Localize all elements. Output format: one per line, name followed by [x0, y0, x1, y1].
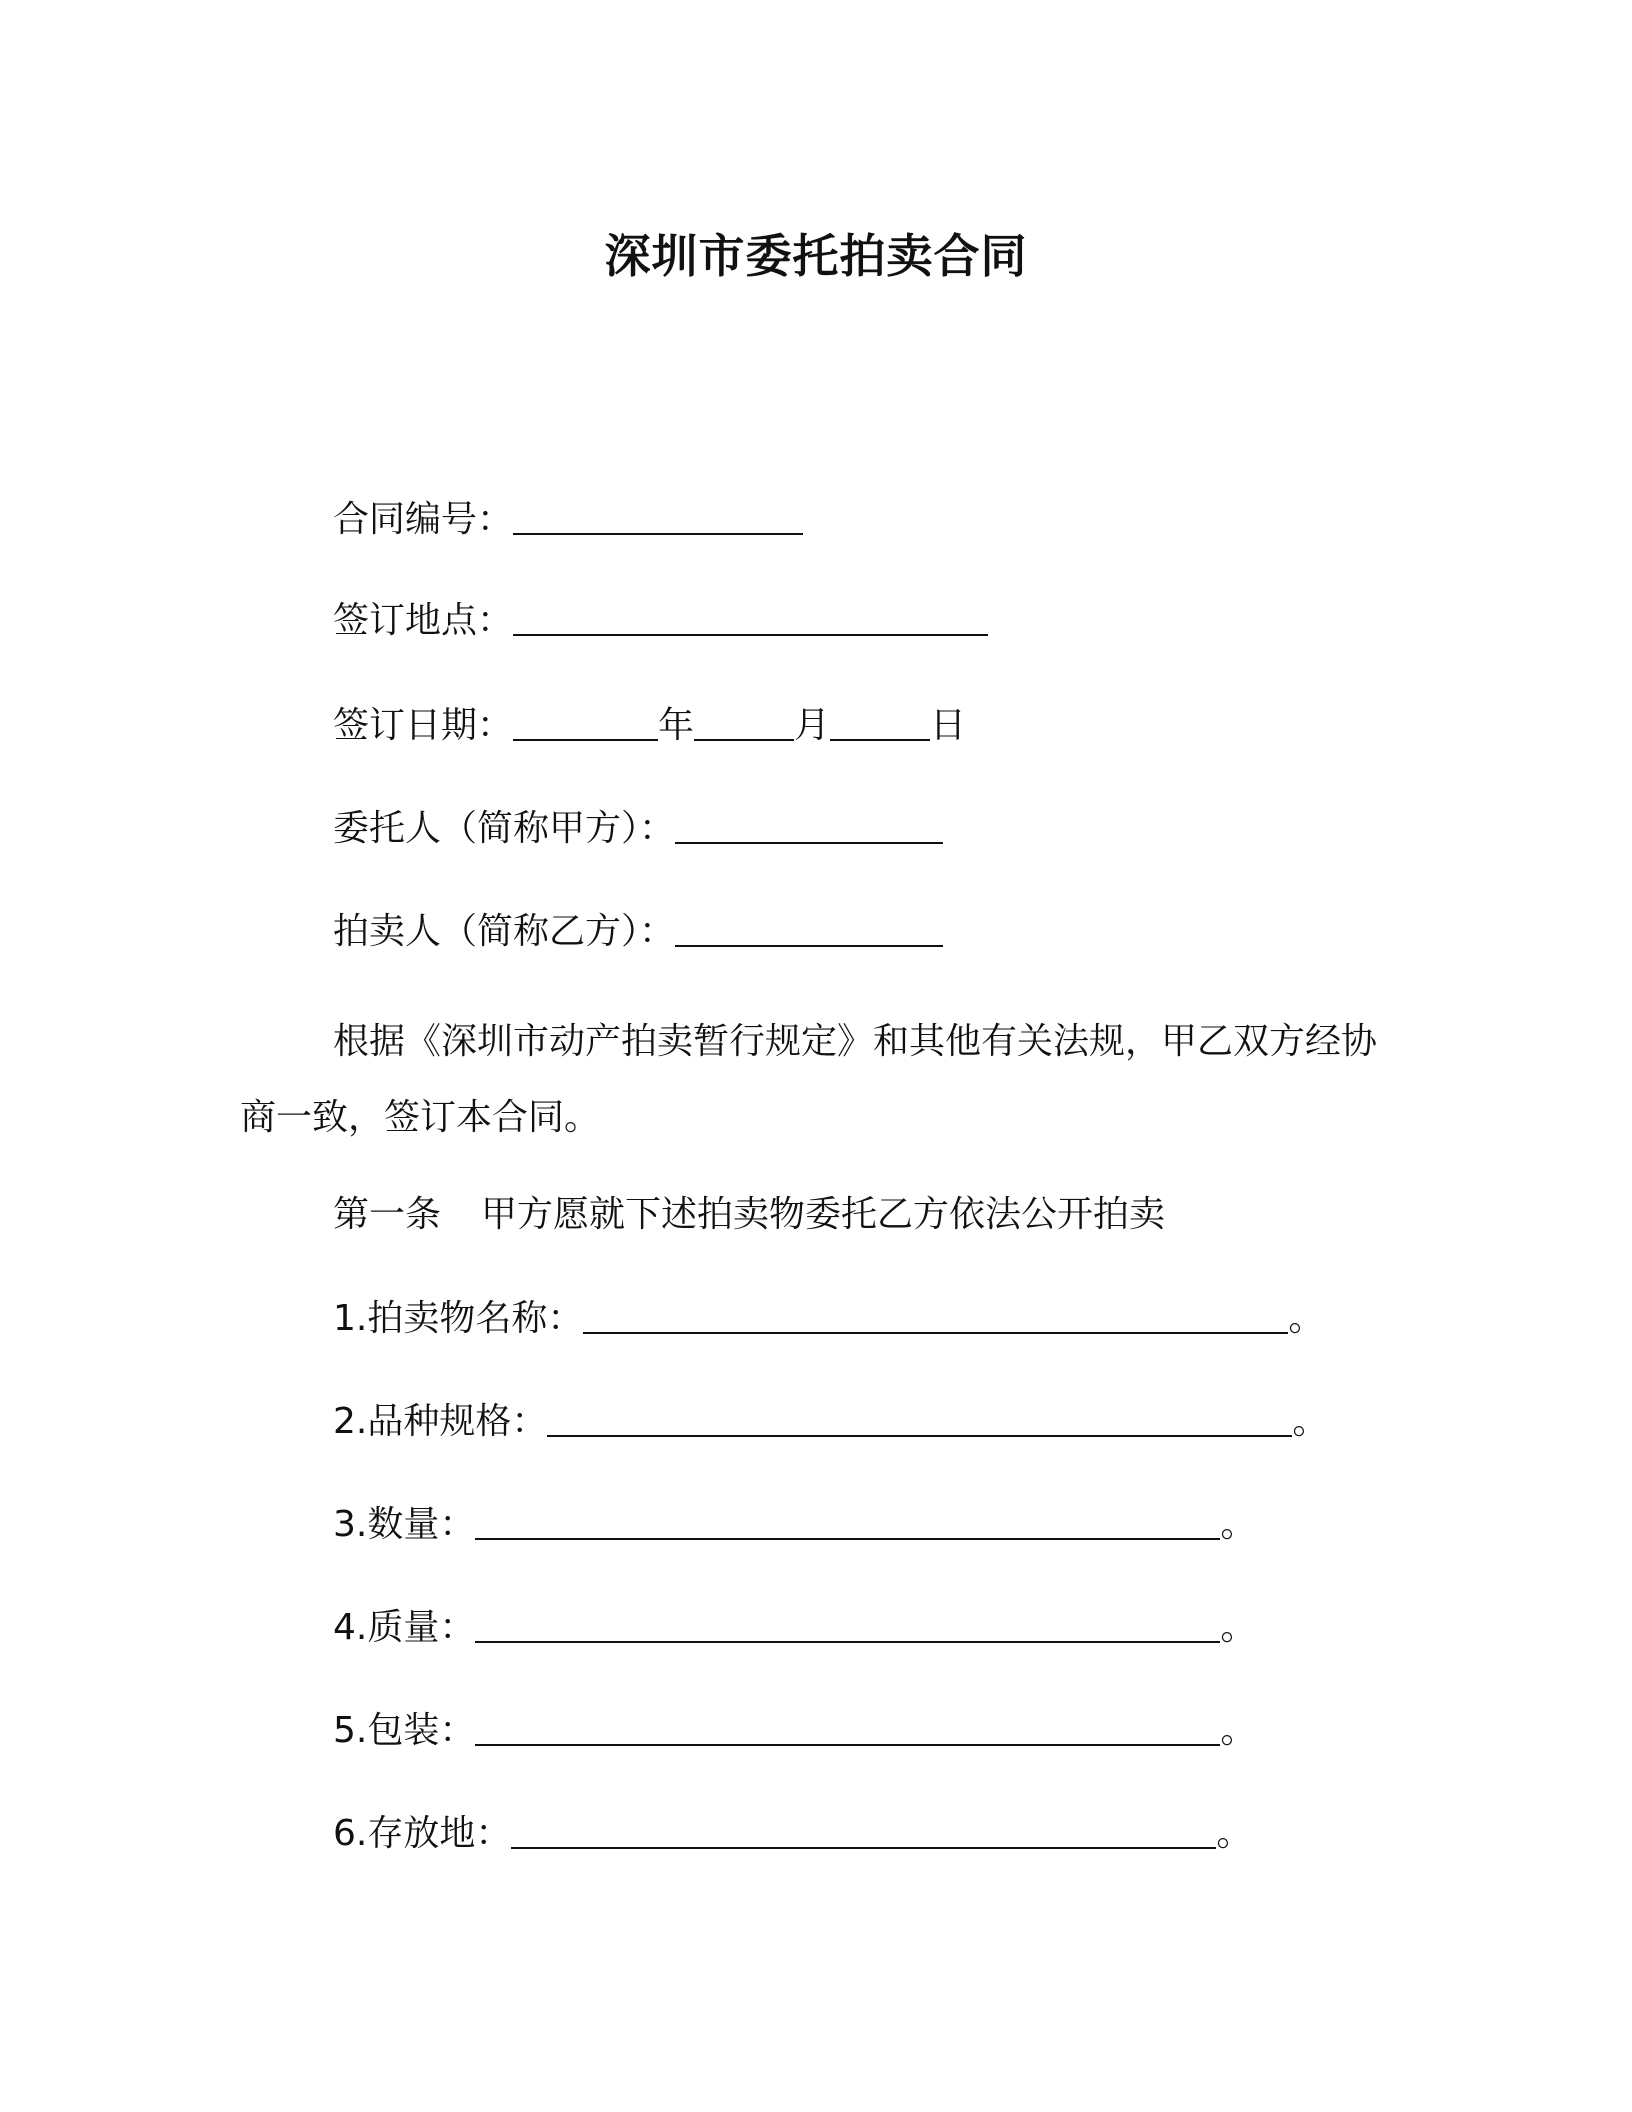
contract-number-blank — [513, 499, 803, 535]
item-end: 。 — [1216, 1813, 1253, 1854]
item-row — [333, 1604, 1256, 1652]
item-label: 3.数量： — [333, 1504, 476, 1545]
item-label: 1.拍卖物名称： — [333, 1298, 584, 1339]
item-label: 6.存放地： — [333, 1813, 512, 1854]
auctioneer-blank — [675, 911, 943, 947]
auctioneer-line — [333, 908, 943, 956]
principal-line — [333, 805, 943, 853]
item-row — [333, 1707, 1256, 1755]
principal-blank — [675, 808, 943, 844]
intro-paragraph: 根据《深圳市动产拍卖暂行规定》和其他有关法规，甲乙双方经协商一致，签订本合同。 — [240, 1021, 1378, 1138]
sign-date-line — [333, 702, 966, 750]
year-blank — [513, 705, 658, 741]
item-label: 4.质量： — [333, 1607, 476, 1648]
auctioneer-label: 拍卖人（简称乙方）： — [333, 911, 676, 952]
item-end: 。 — [1220, 1710, 1257, 1751]
item-blank — [475, 1607, 1220, 1643]
item-row — [333, 1398, 1328, 1446]
item-end: 。 — [1220, 1504, 1257, 1545]
day-label: 日 — [930, 705, 967, 746]
article-1-number: 第一条 — [333, 1194, 442, 1235]
item-row — [333, 1295, 1324, 1343]
contract-number-label: 合同编号： — [333, 499, 514, 540]
item-blank — [547, 1401, 1292, 1437]
item-label: 5.包装： — [333, 1710, 476, 1751]
sign-place-line — [333, 597, 988, 645]
item-end: 。 — [1220, 1607, 1257, 1648]
item-blank — [583, 1298, 1288, 1334]
principal-label: 委托人（简称甲方）： — [333, 808, 676, 849]
sign-place-blank — [513, 600, 988, 636]
item-blank — [475, 1710, 1220, 1746]
month-label: 月 — [794, 705, 831, 746]
item-label: 2.品种规格： — [333, 1401, 548, 1442]
article-1-text: 甲方愿就下述拍卖物委托乙方依法公开拍卖 — [481, 1194, 1166, 1235]
item-end: 。 — [1292, 1401, 1329, 1442]
item-row — [333, 1501, 1256, 1549]
page-title: 深圳市委托拍卖合同 — [604, 229, 1028, 283]
article-1-heading — [333, 1191, 1165, 1239]
item-end: 。 — [1288, 1298, 1325, 1339]
year-label: 年 — [658, 705, 695, 746]
contract-number-line — [333, 496, 803, 544]
sign-place-label: 签订地点： — [333, 600, 514, 641]
day-blank — [830, 705, 930, 741]
item-blank — [511, 1813, 1216, 1849]
sign-date-label: 签订日期： — [333, 705, 514, 746]
item-row — [333, 1810, 1252, 1858]
month-blank — [694, 705, 794, 741]
item-blank — [475, 1504, 1220, 1540]
